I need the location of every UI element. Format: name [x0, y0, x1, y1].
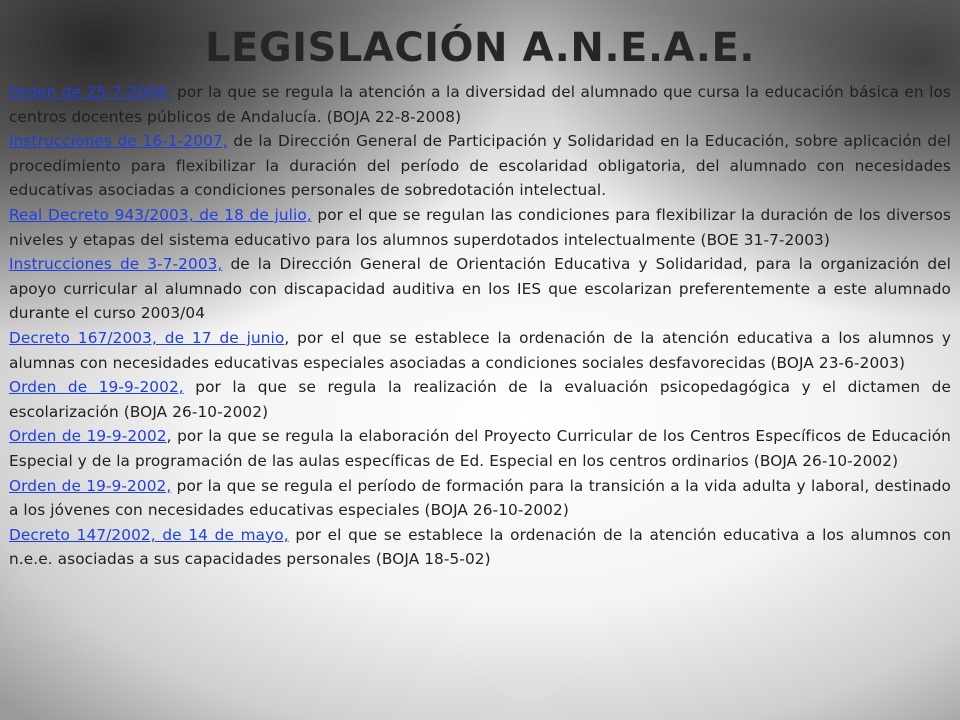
legislation-description: por el que se establece la ordenación de la atención educativa a los alumnos con n.e.e. asociadas a sus capacidades personales (BOJA 18-5-02)	[9, 525, 951, 569]
legislation-description: por la que se regula el período de formación para la transición a la vida adulta y laboral, destinado a los jóvenes con necesidades educativas especiales (BOJA 26-10-2002)	[9, 476, 951, 520]
legislation-link[interactable]: Orden de 25-7-2008,	[9, 83, 172, 101]
legislation-description: por la que se regula la realización de la evaluación psicopedagógica y el dictamen de escolarización (BOJA 26-10-2002)	[9, 378, 951, 421]
legislation-entry	[9, 326, 951, 375]
legislation-link[interactable]: Decreto 147/2002, de 14 de mayo,	[9, 525, 289, 544]
legislation-description: por el que se regulan las condiciones para flexibilizar la duración de los diversos niveles y etapas del sistema educativo para los alumnos superdotados intelectualmente (BOE 31-7-2003)	[9, 205, 952, 249]
legislation-link[interactable]: Instrucciones de 3-7-2003,	[9, 255, 223, 274]
legislation-link[interactable]: Orden de 19-9-2002,	[9, 476, 172, 495]
legislation-entry	[9, 80, 951, 129]
legislation-description: por la que se regula la atención a la diversidad del alumnado que cursa la educación básica en los centros docentes públicos de Andalucía. (BOJA 22-8-2008)	[9, 83, 952, 126]
legislation-entry	[9, 424, 951, 473]
legislation-link[interactable]: Instrucciones de 16-1-2007,	[9, 132, 228, 151]
legislation-description: , por la que se regula la elaboración del Proyecto Curricular de los Centros Específicos de Educación Especial y de la programación de las aulas específicas de Ed. Especial en los centros ordinarios (BOJA 26-10-2002)	[9, 427, 951, 470]
legislation-list	[9, 80, 951, 572]
legislation-description: , por el que se establece la ordenación de la atención educativa a los alumnos y alumnas con necesidades educativas especiales asociadas a condiciones sociales desfavorecidas (BOJA 23-6-2003)	[9, 328, 952, 372]
legislation-entry	[9, 375, 951, 424]
legislation-link[interactable]: Orden de 19-9-2002	[9, 427, 167, 446]
legislation-description: de la Dirección General de Orientación Educativa y Solidaridad, para la organización del apoyo curricular al alumnado con discapacidad auditiva en los IES que escolarizan preferentemente a este alumnado durante el curso 2003/04	[9, 255, 951, 323]
legislation-entry	[9, 474, 951, 523]
legislation-entry	[9, 252, 951, 326]
legislation-link[interactable]: Real Decreto 943/2003, de 18 de julio,	[9, 205, 312, 224]
legislation-description: de la Dirección General de Participación y Solidaridad en la Educación, sobre aplicación del procedimiento para flexibilizar la duración del período de escolaridad obligatoria, del alumnado con necesidades educativas asociadas a condiciones personales de sobredotación intelectual.	[9, 132, 951, 200]
legislation-entry	[9, 203, 951, 252]
legislation-entry	[9, 129, 951, 203]
legislation-entry	[9, 523, 951, 572]
legislation-link[interactable]: Decreto 167/2003, de 17 de junio	[9, 328, 285, 347]
slide-title: LEGISLACIÓN A.N.E.A.E.	[205, 25, 755, 71]
legislation-link[interactable]: Orden de 19-9-2002,	[9, 378, 184, 397]
